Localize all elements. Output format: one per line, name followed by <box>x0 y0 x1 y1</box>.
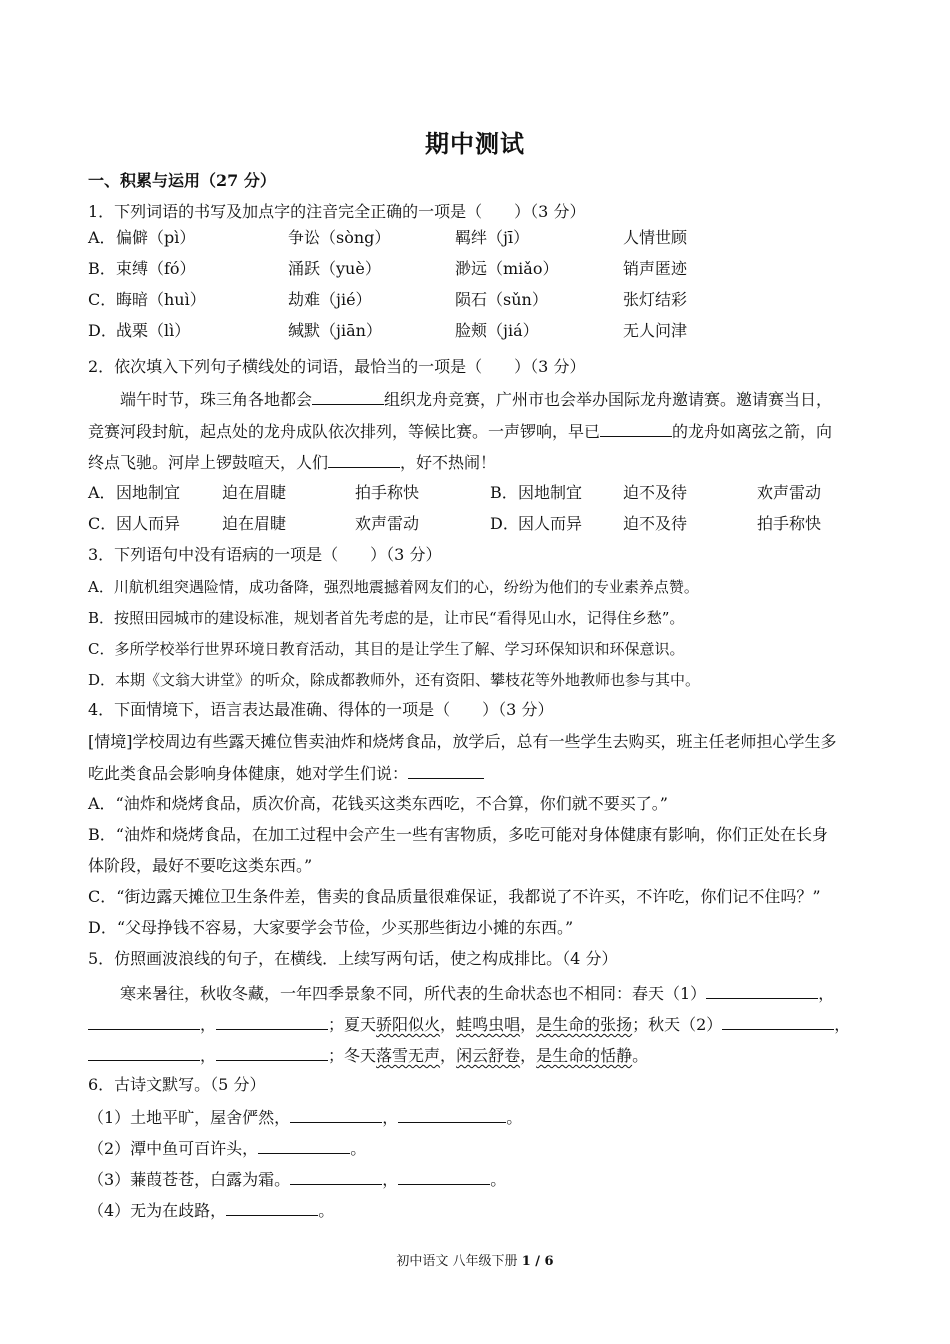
question-5-stem: 5．仿照画波浪线的句子，在横线．上续写两句话，使之构成排比。（4 分） <box>88 949 618 968</box>
option-word: 偏僻（pì） <box>116 228 196 247</box>
answer-blank <box>312 388 384 405</box>
question-5-passage-line <box>88 982 868 1005</box>
poem-text: （1）土地平旷，屋舍俨然， <box>88 1108 291 1127</box>
wavy-phrase: 蛙鸣虫唱 <box>456 1015 521 1034</box>
answer-blank <box>722 1013 834 1030</box>
passage-text: ；夏天 <box>328 1015 377 1034</box>
punctuation: ， <box>200 1015 217 1034</box>
option-word: 因地制宜 <box>518 483 583 502</box>
question-5-passage-line <box>88 1013 868 1036</box>
punctuation: ， <box>818 984 835 1003</box>
context-text: 吃此类食品会影响身体健康，她对学生们说： <box>88 764 409 783</box>
poem-line-2 <box>88 1137 868 1160</box>
question-1-stem: 1．下列词语的书写及加点字的注音完全正确的一项是（ ）（3 分） <box>88 202 586 221</box>
question-2-passage-line <box>88 420 868 443</box>
option-word: 陨石（sǔn） <box>455 290 548 309</box>
option-word: 拍手称快 <box>355 483 420 502</box>
answer-blank <box>398 1168 490 1185</box>
option-word: 因人而异 <box>116 514 181 533</box>
option-word: 迫不及待 <box>623 483 688 502</box>
option-label: A． <box>88 483 116 502</box>
answer-blank <box>88 1044 200 1061</box>
question-3-option-b: B．按照田园城市的建设标准，规划者首先考虑的是，让市民“看得见山水，记得住乡愁”。 <box>88 609 685 627</box>
question-2-passage-line <box>88 388 868 411</box>
passage-text: 组织龙舟竞赛，广州市也会举办国际龙舟邀请赛。邀请赛当日， <box>384 390 833 409</box>
option-word: 张灯结彩 <box>623 290 688 309</box>
question-6-stem: 6．古诗文默写。（5 分） <box>88 1075 266 1094</box>
punctuation: 。 <box>318 1201 335 1220</box>
page-footer <box>0 1250 950 1269</box>
passage-text: 竞赛河段封航，起点处的龙舟成队依次排列，等候比赛。一声锣响，早已 <box>88 422 601 441</box>
wavy-phrase: 是生命的张扬 <box>536 1015 633 1034</box>
option-word: 渺远（miǎo） <box>455 259 559 278</box>
option-word: 劫难（jié） <box>288 290 372 309</box>
option-word: 涌跃（yuè） <box>288 259 381 278</box>
option-word: 战栗（lì） <box>116 321 191 340</box>
poem-text: （3）蒹葭苍苍，白露为霜。 <box>88 1170 291 1189</box>
question-4-option-b-cont: 体阶段，最好不要吃这类东西。” <box>88 856 313 875</box>
punctuation: ， <box>520 1046 537 1065</box>
wavy-phrase: 闲云舒卷 <box>456 1046 521 1065</box>
question-5-passage-line <box>88 1044 868 1067</box>
page-number: 1 / 6 <box>521 1254 554 1269</box>
section-heading: 一、积累与运用（27 分） <box>88 171 276 190</box>
answer-blank <box>398 1106 506 1123</box>
answer-blank <box>88 1013 200 1030</box>
punctuation: 。 <box>350 1139 367 1158</box>
answer-blank <box>290 1168 382 1185</box>
punctuation: ， <box>440 1046 457 1065</box>
option-word: 晦暗（huì） <box>116 290 206 309</box>
poem-text: （4）无为在歧路， <box>88 1201 227 1220</box>
answer-blank <box>600 420 672 437</box>
option-word: 欢声雷动 <box>757 483 822 502</box>
option-word: 因人而异 <box>518 514 583 533</box>
option-word: 缄默（jiān） <box>288 321 382 340</box>
answer-blank <box>706 982 818 999</box>
option-word: 无人问津 <box>623 321 688 340</box>
question-4-stem: 4．下面情境下，语言表达最准确、得体的一项是（ ）（3 分） <box>88 700 554 719</box>
punctuation: ， <box>834 1015 851 1034</box>
poem-line-4 <box>88 1199 868 1222</box>
option-label: D． <box>490 514 519 533</box>
passage-text: 的龙舟如离弦之箭，向 <box>672 422 833 441</box>
option-word: 束缚（fó） <box>116 259 196 278</box>
answer-blank <box>216 1044 328 1061</box>
punctuation: ， <box>382 1170 399 1189</box>
answer-blank <box>258 1137 350 1154</box>
option-label: B． <box>490 483 518 502</box>
punctuation: ， <box>520 1015 537 1034</box>
answer-blank <box>328 451 400 468</box>
option-word: 脸颊（jiá） <box>455 321 539 340</box>
passage-text: 寒来暑往，秋收冬藏，一年四季景象不同，所代表的生命状态也不相同：春天（1） <box>120 984 707 1003</box>
passage-text: ；秋天（2） <box>632 1015 723 1034</box>
option-word: 因地制宜 <box>116 483 181 502</box>
passage-text: ；冬天 <box>328 1046 377 1065</box>
option-word: 迫在眉睫 <box>222 514 287 533</box>
option-word: 拍手称快 <box>757 514 822 533</box>
question-3-option-c: C．多所学校举行世界环境日教育活动，其目的是让学生了解、学习环保知识和环保意识。 <box>88 640 685 658</box>
punctuation: ， <box>440 1015 457 1034</box>
wavy-phrase: 骄阳似火 <box>376 1015 441 1034</box>
option-word: 迫不及待 <box>623 514 688 533</box>
answer-blank <box>216 1013 328 1030</box>
option-word: 人情世顾 <box>623 228 688 247</box>
question-2-passage-line <box>88 451 868 474</box>
option-label: B． <box>88 259 116 278</box>
footer-label: 初中语文 八年级下册 <box>396 1254 522 1269</box>
question-4-option-d: D．“父母挣钱不容易，大家要学会节俭，少买那些街边小摊的东西。” <box>88 918 574 937</box>
poem-line-1 <box>88 1106 868 1129</box>
option-label: D． <box>88 321 117 340</box>
question-3-option-a: A．川航机组突遇险情，成功备降，强烈地震撼着网友们的心，纷纷为他们的专业素养点赞。 <box>88 578 699 596</box>
question-2-stem: 2．依次填入下列句子横线处的词语，最恰当的一项是（ ）（3 分） <box>88 357 586 376</box>
option-label: A． <box>88 228 116 247</box>
option-word: 销声匿迹 <box>623 259 688 278</box>
wavy-phrase: 落雪无声 <box>376 1046 441 1065</box>
punctuation: ， <box>200 1046 217 1065</box>
passage-text: 端午时节，珠三角各地都会 <box>120 390 313 409</box>
poem-line-3 <box>88 1168 868 1191</box>
wavy-phrase: 是生命的恬静 <box>536 1046 633 1065</box>
punctuation: ， <box>382 1108 399 1127</box>
punctuation: 。 <box>506 1108 523 1127</box>
option-word: 迫在眉睫 <box>222 483 287 502</box>
answer-blank <box>226 1199 318 1216</box>
option-word: 羁绊（jī） <box>455 228 530 247</box>
question-4-context: [情境]学校周边有些露天摊位售卖油炸和烧烤食品，放学后，总有一些学生去购买，班主任老师担心学生多 <box>88 732 837 751</box>
option-word: 欢声雷动 <box>355 514 420 533</box>
question-4-option-c: C．“街边露天摊位卫生条件差，售卖的食品质量很难保证，我都说了不许买，不许吃，你们记不住吗？” <box>88 887 821 906</box>
answer-blank <box>290 1106 382 1123</box>
question-3-option-d: D．本期《文翁大讲堂》的听众，除成都教师外，还有资阳、攀枝花等外地教师也参与其中。 <box>88 671 701 689</box>
page-title: 期中测试 <box>425 129 525 158</box>
question-4-option-a: A．“油炸和烧烤食品，质次价高，花钱买这类东西吃，不合算，你们就不要买了。” <box>88 794 668 813</box>
option-label: C． <box>88 514 117 533</box>
question-4-context <box>88 762 868 785</box>
passage-text: 终点飞驰。河岸上锣鼓喧天，人们 <box>88 453 329 472</box>
passage-text: ，好不热闹！ <box>400 453 497 472</box>
question-3-stem: 3．下列语句中没有语病的一项是（ ）（3 分） <box>88 545 442 564</box>
option-label: C． <box>88 290 117 309</box>
poem-text: （2）潭中鱼可百许头， <box>88 1139 259 1158</box>
option-word: 争讼（sòng） <box>288 228 391 247</box>
punctuation: 。 <box>632 1046 649 1065</box>
question-4-option-b: B．“油炸和烧烤食品，在加工过程中会产生一些有害物质，多吃可能对身体健康有影响，你们正处在长身 <box>88 825 828 844</box>
punctuation: 。 <box>490 1170 507 1189</box>
answer-blank <box>408 762 484 779</box>
